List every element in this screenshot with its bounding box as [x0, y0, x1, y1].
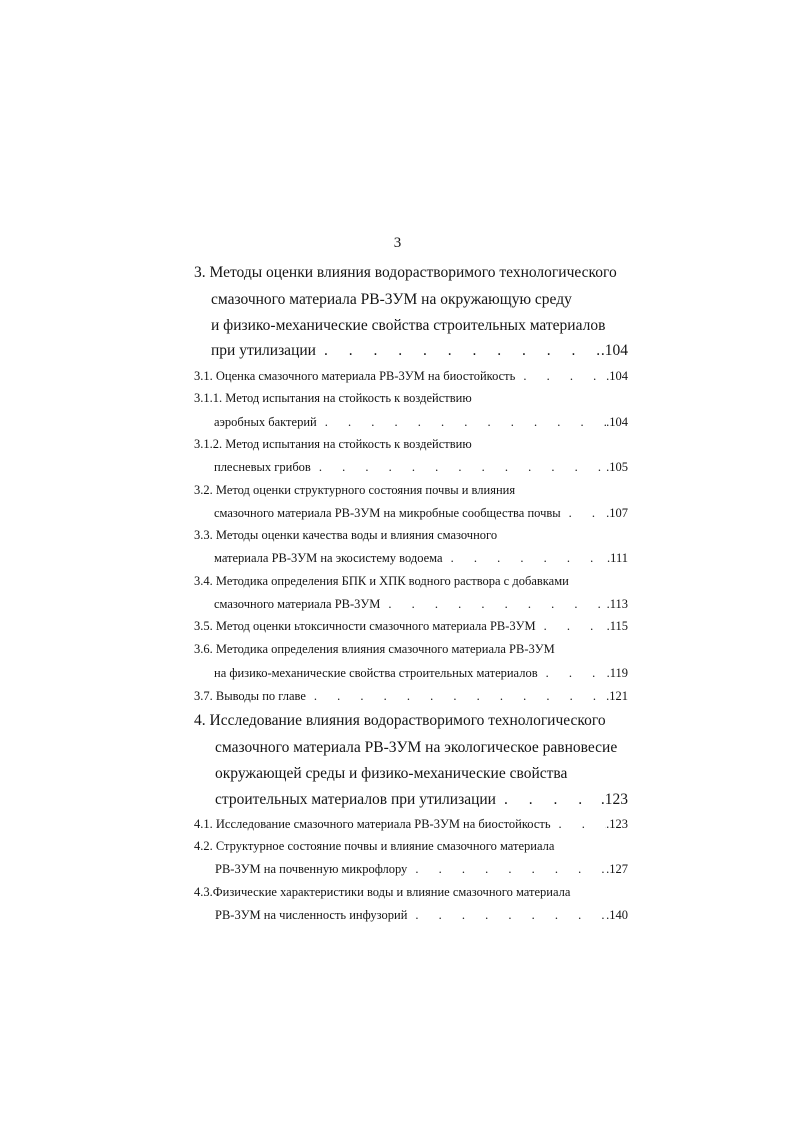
- toc-entry-3-1-2-line-2: [214, 458, 628, 478]
- toc-page-number: .119: [606, 666, 628, 680]
- toc-entry-4-1: [194, 815, 628, 835]
- toc-entry-3-4-line-2: [214, 595, 628, 615]
- toc-entry-4-3-line-1: [194, 883, 628, 903]
- toc-page-number: .123: [600, 791, 628, 808]
- dot-leader: [306, 687, 606, 705]
- toc-entry-3-line-3: [211, 316, 628, 336]
- toc-page-number: .140: [606, 908, 628, 922]
- toc-entry-text: 3.1.2. Метод испытания на стойкость к воздействию: [194, 437, 472, 451]
- toc-entry-3-7: [194, 687, 628, 707]
- toc-entry-3-3-line-2: [214, 549, 628, 569]
- toc-entry-4-line-4: [215, 790, 628, 810]
- toc-entry-text: смазочного материала РВ-3УМ на микробные сообщества почвы: [214, 506, 561, 520]
- dot-leader: [317, 413, 606, 431]
- toc-entry-text: 3.7. Выводы по главе: [194, 689, 306, 703]
- toc-page-number: .121: [606, 689, 628, 703]
- toc-entry-3-1-2-line-1: [194, 435, 628, 455]
- toc-entry-text: 4.2. Структурное состояние почвы и влияние смазочного материала: [194, 839, 555, 853]
- toc-page-number: .111: [607, 551, 628, 565]
- toc-entry-4-line-2: [215, 738, 628, 758]
- toc-entry-text: 3.1. Оценка смазочного материала РВ-3УМ на биостойкость: [194, 369, 516, 383]
- dot-leader: [443, 549, 607, 567]
- toc-entry-3-2-line-2: [214, 504, 628, 524]
- dot-leader: [311, 458, 606, 476]
- toc-entry-text: плесневых грибов: [214, 460, 311, 474]
- toc-entry-text: 3.3. Методы оценки качества воды и влияния смазочного: [194, 528, 498, 542]
- dot-leader: [407, 906, 606, 924]
- toc-entry-4-2-line-2: [215, 860, 628, 880]
- toc-entry-text: смазочного материала РВ-3УМ на экологическое равновесие: [215, 739, 618, 756]
- toc-entry-text: 3.1.1. Метод испытания на стойкость к воздействию: [194, 391, 472, 405]
- toc-entry-text: и физико-механические свойства строительных материалов: [211, 317, 606, 334]
- toc-page-number: .107: [606, 506, 628, 520]
- dot-leader: [515, 367, 606, 385]
- toc-entry-3-4-line-1: [194, 572, 628, 592]
- toc-entry-text: при утилизации: [211, 342, 316, 359]
- toc-entry-3-2-line-1: [194, 481, 628, 501]
- toc-entry-text: 3. Методы оценки влияния водорастворимого технологического: [194, 264, 617, 281]
- toc-entry-text: РВ-3УМ на почвенную микрофлору: [215, 862, 408, 876]
- toc-entry-text: 3.2. Метод оценки структурного состояния почвы и влияния: [194, 483, 516, 497]
- dot-leader: [380, 595, 606, 613]
- toc-entry-4-line-3: [215, 764, 628, 784]
- toc-entry-3-3-line-1: [194, 526, 628, 546]
- toc-entry-3-5: [194, 617, 628, 637]
- toc-entry-3-line-4: [211, 341, 628, 361]
- toc-entry-text: смазочного материала РВ-3УМ на окружающую среду: [211, 291, 572, 308]
- toc-entry-4-2-line-1: [194, 837, 628, 857]
- toc-page-number: .104: [606, 415, 628, 429]
- toc-entry-3-1-1-line-1: [194, 389, 628, 409]
- toc-page-number: .123: [606, 817, 628, 831]
- dot-leader: [496, 790, 601, 810]
- toc-entry-text: аэробных бактерий: [214, 415, 317, 429]
- toc-entry-text: материала РВ-3УМ на экосистему водоема: [214, 551, 443, 565]
- toc-entry-text: строительных материалов при утилизации: [215, 791, 496, 808]
- dot-leader: [536, 617, 607, 635]
- toc-entry-text: на физико-механические свойства строительных материалов: [214, 666, 538, 680]
- toc-entry-text: РВ-3УМ на численность инфузорий: [215, 908, 408, 922]
- toc-page-number: .127: [606, 862, 628, 876]
- toc-page-number: .113: [606, 597, 628, 611]
- toc-page-number: .105: [606, 460, 628, 474]
- toc-entry-text: 3.4. Методика определения БПК и ХПК водного раствора с добавками: [194, 574, 569, 588]
- page-number: 3: [393, 235, 402, 251]
- dot-leader: [551, 815, 607, 833]
- toc-entry-3-6-line-2: [214, 664, 628, 684]
- toc-entry-text: 4.1. Исследование смазочного материала РВ-3УМ на биостойкость: [194, 817, 551, 831]
- dot-leader: [561, 504, 606, 522]
- dot-leader: [316, 341, 601, 361]
- toc-page-number: .115: [606, 619, 628, 633]
- toc-page-number: .104: [600, 342, 628, 359]
- toc-entry-4-3-line-2: [215, 906, 628, 926]
- toc-entry-3-1-1-line-2: [214, 413, 628, 433]
- toc-entry-3-1: [194, 367, 628, 387]
- toc-entry-text: смазочного материала РВ-3УМ: [214, 597, 381, 611]
- toc-entry-3-line-1: [194, 263, 628, 283]
- dot-leader: [407, 860, 606, 878]
- toc-entry-4-line-1: [194, 711, 628, 731]
- toc-entry-text: 3.6. Методика определения влияния смазочного материала РВ-3УМ: [194, 642, 555, 656]
- toc-entry-text: 3.5. Метод оценки ьтоксичности смазочного материала РВ-3УМ: [194, 619, 536, 633]
- toc-entry-3-line-2: [211, 290, 628, 310]
- toc-entry-text: 4. Исследование влияния водорастворимого технологического: [194, 712, 606, 729]
- dot-leader: [538, 664, 607, 682]
- toc-entry-text: окружающей среды и физико-механические свойства: [215, 765, 568, 782]
- toc-entry-text: 4.3.Физические характеристики воды и влияние смазочного материала: [194, 885, 571, 899]
- toc-entry-3-6-line-1: [194, 640, 628, 660]
- toc-page-number: .104: [606, 369, 628, 383]
